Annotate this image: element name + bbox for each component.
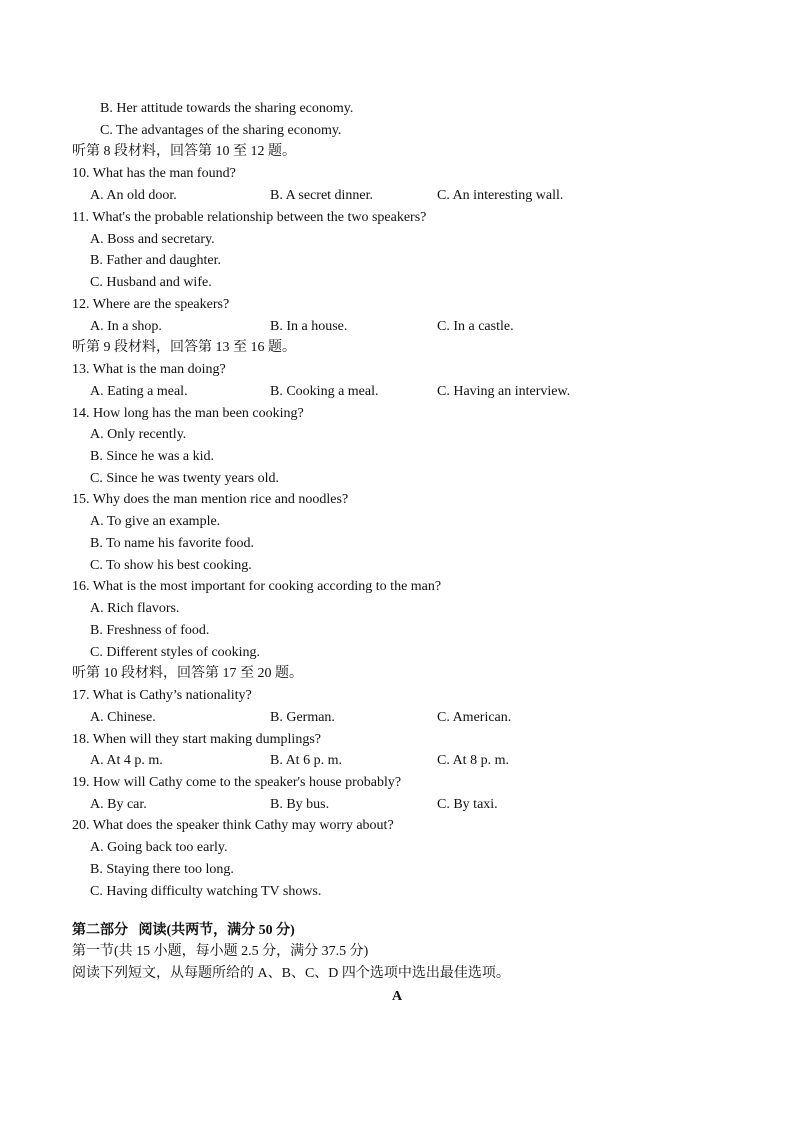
q17-option-a: A. Chinese. <box>90 710 156 725</box>
q20-option-c: C. Having difficulty watching TV shows. <box>90 884 322 899</box>
q13-option-c: C. Having an interview. <box>437 384 571 399</box>
q18-option-c: C. At 8 p. m. <box>437 753 509 768</box>
part2-subheading: 第一节(共 15 小题，每小题 2.5 分，满分 37.5 分) <box>72 944 369 959</box>
section-heading-8: 听第 8 段材料，回答第 10 至 12 题。 <box>72 144 296 159</box>
q20-option-a: A. Going back too early. <box>90 840 228 855</box>
q18-option-b: B. At 6 p. m. <box>270 753 342 768</box>
part2-instruction: 阅读下列短文，从每题所给的 A、B、C、D 四个选项中选出最佳选项。 <box>72 966 510 981</box>
q20-option-b: B. Staying there too long. <box>90 862 234 877</box>
question-18: 18. When will they start making dumplings? <box>72 732 321 747</box>
question-10: 10. What has the man found? <box>72 166 236 181</box>
q17-option-c: C. American. <box>437 710 512 725</box>
part2-heading: 第二部分 阅读(共两节，满分 50 分) <box>72 923 295 938</box>
q17-option-b: B. German. <box>270 710 335 725</box>
question-15: 15. Why does the man mention rice and noodles? <box>72 492 349 507</box>
q15-option-a: A. To give an example. <box>90 514 221 529</box>
q11-option-a: A. Boss and secretary. <box>90 232 215 247</box>
q19-option-b: B. By bus. <box>270 797 330 812</box>
q11-option-b: B. Father and daughter. <box>90 253 222 268</box>
q12-option-b: B. In a house. <box>270 319 348 334</box>
question-17: 17. What is Cathy’s nationality? <box>72 688 252 703</box>
question-16: 16. What is the most important for cooking according to the man? <box>72 579 442 594</box>
q12-option-c: C. In a castle. <box>437 319 514 334</box>
q16-option-b: B. Freshness of food. <box>90 623 210 638</box>
q12-option-a: A. In a shop. <box>90 319 162 334</box>
prev-option-c: C. The advantages of the sharing economy. <box>100 123 342 138</box>
q15-option-c: C. To show his best cooking. <box>90 558 252 573</box>
q19-option-c: C. By taxi. <box>437 797 498 812</box>
question-13: 13. What is the man doing? <box>72 362 226 377</box>
question-19: 19. How will Cathy come to the speaker's house probably? <box>72 775 402 790</box>
q13-option-a: A. Eating a meal. <box>90 384 188 399</box>
q11-option-c: C. Husband and wife. <box>90 275 212 290</box>
prev-option-b: B. Her attitude towards the sharing economy. <box>100 101 354 116</box>
q14-option-a: A. Only recently. <box>90 427 187 442</box>
question-20: 20. What does the speaker think Cathy may worry about? <box>72 818 394 833</box>
q13-option-b: B. Cooking a meal. <box>270 384 379 399</box>
q16-option-a: A. Rich flavors. <box>90 601 180 616</box>
q19-option-a: A. By car. <box>90 797 147 812</box>
section-heading-10: 听第 10 段材料，回答第 17 至 20 题。 <box>72 666 303 681</box>
passage-label: A <box>391 989 403 1004</box>
q10-option-a: A. An old door. <box>90 188 177 203</box>
q14-option-b: B. Since he was a kid. <box>90 449 215 464</box>
q10-option-c: C. An interesting wall. <box>437 188 564 203</box>
question-14: 14. How long has the man been cooking? <box>72 406 304 421</box>
q14-option-c: C. Since he was twenty years old. <box>90 471 279 486</box>
q15-option-b: B. To name his favorite food. <box>90 536 255 551</box>
question-11: 11. What's the probable relationship between the two speakers? <box>72 210 427 225</box>
q18-option-a: A. At 4 p. m. <box>90 753 163 768</box>
question-12: 12. Where are the speakers? <box>72 297 230 312</box>
q16-option-c: C. Different styles of cooking. <box>90 645 261 660</box>
q10-option-b: B. A secret dinner. <box>270 188 374 203</box>
section-heading-9: 听第 9 段材料，回答第 13 至 16 题。 <box>72 340 296 355</box>
